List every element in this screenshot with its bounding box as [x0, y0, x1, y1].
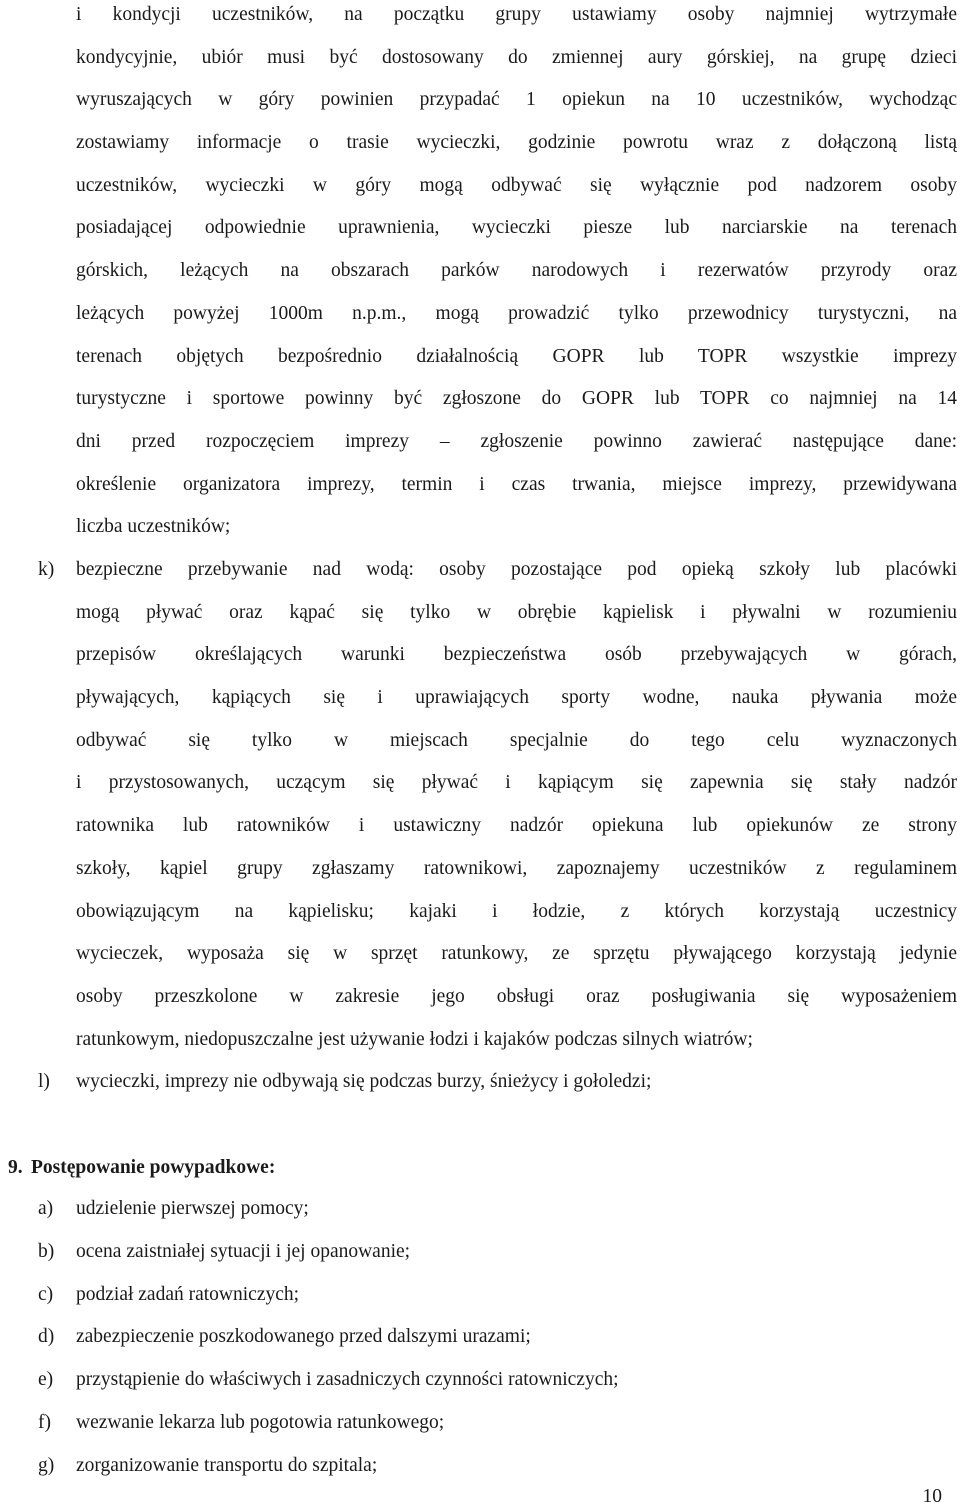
text-line: przepisów określających warunki bezpieczeństwa osób przebywających w górach,	[76, 644, 957, 666]
list-marker: e)	[38, 1369, 54, 1391]
text-line: turystyczne i sportowe powinny być zgłoszone do GOPR lub TOPR co najmniej na 14	[76, 388, 957, 410]
text-line: pływających, kąpiących się i uprawiających sporty wodne, nauka pływania może	[76, 687, 957, 709]
section-title: Postępowanie powypadkowe:	[31, 1157, 276, 1178]
list-marker: c)	[38, 1283, 54, 1305]
text-line: i kondycji uczestników, na początku grupy ustawiamy osoby najmniej wytrzymałe	[76, 4, 957, 25]
list-item	[0, 1359, 960, 1402]
text-line: mogą pływać oraz kąpać się tylko w obrębie kąpielisk i pływalni w rozumieniu	[76, 601, 957, 623]
list-item	[0, 1445, 960, 1488]
page-number: 10	[922, 1486, 942, 1507]
text-line: ratownika lub ratowników i ustawiczny nadzór opiekuna lub opiekunów ze strony	[76, 815, 957, 837]
list-item-text: przystąpienie do właściwych i zasadniczych czynności ratowniczych;	[76, 1369, 619, 1391]
text-line: osoby przeszkolone w zakresie jego obsługi oraz posługiwania się wyposażeniem	[76, 985, 957, 1007]
list-item-text: ocena zaistniałej sytuacji i jej opanowanie;	[76, 1240, 411, 1262]
list-item-text: udzielenie pierwszej pomocy;	[76, 1198, 309, 1219]
list-item	[0, 1188, 960, 1231]
list-marker: g)	[38, 1454, 55, 1476]
list-marker: l)	[38, 1071, 50, 1092]
text-line: górskich, leżących na obszarach parków narodowych i rezerwatów przyrody oraz	[76, 260, 957, 282]
text-line: liczba uczestników;	[76, 516, 231, 538]
text-line: kondycyjnie, ubiór musi być dostosowany do zmiennej aury górskiej, na grupę dzieci	[76, 46, 957, 68]
text-line: zostawiamy informacje o trasie wycieczki, godzinie powrotu wraz z dołączoną listą	[76, 132, 957, 154]
text-line: leżących powyżej 1000m n.p.m., mogą prowadzić tylko przewodnicy turystyczni, na	[76, 302, 957, 324]
list-marker: b)	[38, 1240, 55, 1262]
paragraph-continuation-body	[76, 0, 957, 549]
list-marker: a)	[38, 1198, 54, 1219]
text-line: wycieczek, wyposaża się w sprzęt ratunkowy, ze sprzętu pływającego korzystają jedynie	[76, 943, 957, 965]
text-line: terenach objętych bezpośrednio działalnością GOPR lub TOPR wszystkie imprezy	[76, 345, 957, 367]
text-line: posiadającej odpowiednie uprawnienia, wycieczki piesze lub narciarskie na terenach	[76, 217, 957, 239]
text-line: określenie organizatora imprezy, termin i czas trwania, miejsce imprezy, przewidywana	[76, 473, 957, 495]
text-line: dni przed rozpoczęciem imprezy – zgłoszenie powinno zawierać następujące dane:	[76, 430, 957, 452]
text-line: uczestników, wycieczki w góry mogą odbywać się wyłącznie pod nadzorem osoby	[76, 174, 957, 196]
list-item	[0, 1402, 960, 1445]
text-line: wyruszających w góry powinien przypadać 1 opiekun na 10 uczestników, wychodząc	[76, 89, 957, 111]
text-line: szkoły, kąpiel grupy zgłaszamy ratownikowi, zapoznajemy uczestników z regulaminem	[76, 857, 957, 879]
list-item-text: zorganizowanie transportu do szpitala;	[76, 1454, 378, 1476]
text-line: obowiązującym na kąpielisku; kajaki i łodzie, z których korzystają uczestnicy	[76, 900, 957, 922]
list-marker: f)	[38, 1411, 51, 1433]
text-line: wycieczki, imprezy nie odbywają się podczas burzy, śnieżycy i gołoledzi;	[76, 1071, 652, 1092]
list-item-k-body	[76, 549, 957, 1061]
list-item-text: podział zadań ratowniczych;	[76, 1283, 300, 1305]
text-line: i przystosowanych, uczącym się pływać i kąpiącym się zapewnia się stały nadzór	[76, 772, 957, 794]
list-marker: d)	[38, 1326, 55, 1348]
section-number: 9.	[8, 1157, 23, 1178]
list-item-text: zabezpieczenie poszkodowanego przed dalszymi urazami;	[76, 1326, 531, 1348]
list-marker: k)	[38, 559, 55, 580]
text-line: ratunkowym, niedopuszczalne jest używanie łodzi i kajaków podczas silnych wiatrów;	[76, 1028, 753, 1050]
list-item	[0, 1231, 960, 1274]
list-item-l-body	[76, 1061, 957, 1104]
text-line: odbywać się tylko w miejscach specjalnie do tego celu wyznaczonych	[76, 729, 957, 751]
list-item	[0, 1274, 960, 1317]
text-line: bezpieczne przebywanie nad wodą: osoby pozostające pod opieką szkoły lub placówki	[76, 559, 957, 580]
section-list	[0, 1188, 960, 1488]
list-item	[0, 1316, 960, 1359]
list-item-text: wezwanie lekarza lub pogotowia ratunkowego;	[76, 1411, 445, 1433]
